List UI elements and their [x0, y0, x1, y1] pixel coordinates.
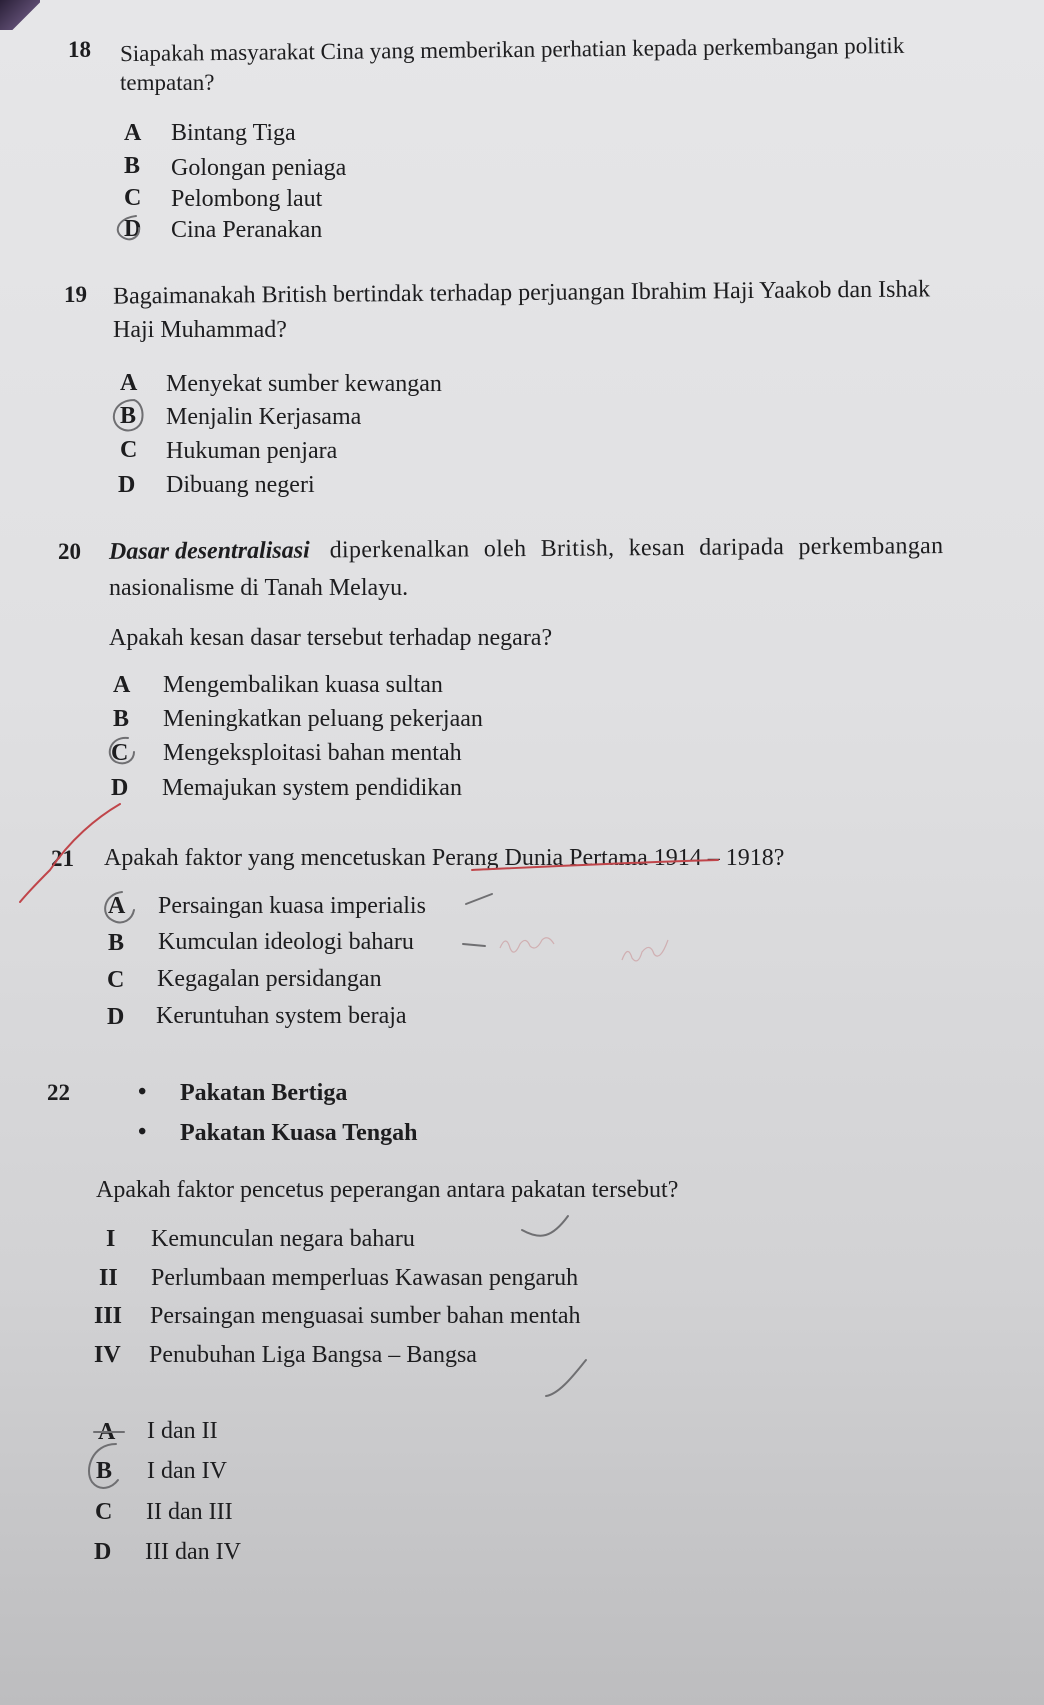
- option-text: Meningkatkan peluang pekerjaan: [163, 706, 483, 732]
- alliance-item: Pakatan Kuasa Tengah: [180, 1120, 418, 1146]
- option-text: Menjalin Kerjasama: [166, 404, 362, 430]
- option-letter: A: [120, 370, 138, 396]
- option-letter: D: [124, 216, 142, 242]
- option-letter: D: [94, 1539, 112, 1565]
- option-text: Persaingan kuasa imperialis: [158, 893, 426, 919]
- option-letter: C: [111, 740, 129, 766]
- red-tick-21: [20, 804, 120, 902]
- pencil-circle-21-a: [105, 892, 134, 922]
- option-text: I dan IV: [147, 1458, 227, 1484]
- pencil-circle-22-b: [89, 1444, 118, 1488]
- option-text: Mengeksploitasi bahan mentah: [163, 740, 462, 766]
- option-text: Bintang Tiga: [171, 120, 296, 146]
- option-text: Hukuman penjara: [166, 438, 338, 464]
- option-text: Keruntuhan system beraja: [156, 1003, 407, 1029]
- pencil-tick-22-iv: [546, 1360, 586, 1396]
- faint-handwriting: [622, 940, 668, 961]
- option-text: II dan III: [146, 1499, 233, 1525]
- bullet-icon: •: [138, 1119, 147, 1145]
- question-number: 19: [64, 282, 87, 307]
- option-letter: D: [111, 775, 129, 801]
- option-letter: D: [118, 472, 136, 498]
- question-stem: tempatan?: [120, 70, 215, 95]
- option-letter: B: [113, 706, 130, 732]
- statement-numeral: I: [106, 1226, 116, 1252]
- red-underline: [472, 860, 718, 870]
- question-number: 20: [58, 539, 81, 564]
- statement-numeral: II: [99, 1265, 118, 1291]
- question-number: 21: [51, 846, 74, 871]
- option-text: I dan II: [147, 1418, 218, 1444]
- question-stem: Siapakah masyarakat Cina yang memberikan perhatian kepada perkembangan politik: [119, 32, 905, 67]
- option-letter: B: [96, 1458, 113, 1484]
- option-letter: C: [107, 967, 125, 993]
- faint-handwriting: [500, 938, 554, 952]
- pencil-dash-21-b: [463, 944, 485, 946]
- option-letter: A: [113, 672, 131, 698]
- alliance-item: Pakatan Bertiga: [180, 1080, 348, 1106]
- option-text: III dan IV: [145, 1539, 241, 1565]
- question-stem: diperkenalkan oleh British, kesan daripada perkembangan: [329, 533, 944, 564]
- statement-numeral: III: [94, 1303, 123, 1329]
- policy-name: Dasar desentralisasi: [108, 537, 310, 565]
- pencil-circle-18-d: [118, 216, 142, 242]
- question-stem: Haji Muhammad?: [113, 317, 287, 343]
- option-text: Golongan peniaga: [171, 155, 347, 181]
- option-text: Kumculan ideologi baharu: [158, 929, 414, 955]
- question-prompt: Apakah kesan dasar tersebut terhadap negara?: [109, 625, 553, 651]
- statement-numeral: IV: [94, 1342, 121, 1368]
- option-text: Kegagalan persidangan: [157, 966, 382, 992]
- option-letter: A: [108, 893, 126, 919]
- option-letter: C: [124, 185, 142, 211]
- option-text: Dibuang negeri: [166, 472, 315, 498]
- option-letter: B: [120, 403, 137, 429]
- question-number: 18: [68, 37, 91, 62]
- option-text: Menyekat sumber kewangan: [166, 371, 442, 397]
- question-prompt: Apakah faktor pencetus peperangan antara pakatan tersebut?: [96, 1177, 679, 1203]
- option-letter: A: [124, 120, 142, 146]
- option-letter: C: [95, 1499, 113, 1525]
- option-letter: B: [124, 153, 141, 179]
- question-number: 22: [47, 1080, 70, 1105]
- pencil-tick-22-i: [522, 1216, 568, 1236]
- question-stem: Apakah faktor yang mencetuskan Perang Dunia Pertama 1914 – 1918?: [104, 845, 785, 871]
- question-stem: nasionalisme di Tanah Melayu.: [109, 575, 409, 601]
- option-text: Cina Peranakan: [171, 217, 323, 243]
- pencil-tick-21-a: [466, 894, 492, 904]
- statement-text: Perlumbaan memperluas Kawasan pengaruh: [151, 1265, 579, 1291]
- option-letter: C: [120, 437, 138, 463]
- option-letter: B: [108, 930, 125, 956]
- question-stem: Bagaimanakah British bertindak terhadap perjuangan Ibrahim Haji Yaakob dan Ishak: [112, 276, 931, 310]
- option-letter: D: [107, 1004, 125, 1030]
- statement-text: Penubuhan Liga Bangsa – Bangsa: [149, 1342, 477, 1368]
- option-text: Mengembalikan kuasa sultan: [163, 672, 443, 698]
- option-letter: A: [98, 1419, 116, 1445]
- statement-text: Persaingan menguasai sumber bahan mentah: [150, 1303, 581, 1329]
- option-text: Memajukan system pendidikan: [162, 775, 462, 801]
- pencil-circle-19-b: [114, 400, 143, 430]
- statement-text: Kemunculan negara baharu: [151, 1226, 415, 1252]
- bullet-icon: •: [138, 1079, 147, 1105]
- option-text: Pelombong laut: [171, 186, 323, 212]
- pencil-circle-20-c: [110, 738, 134, 766]
